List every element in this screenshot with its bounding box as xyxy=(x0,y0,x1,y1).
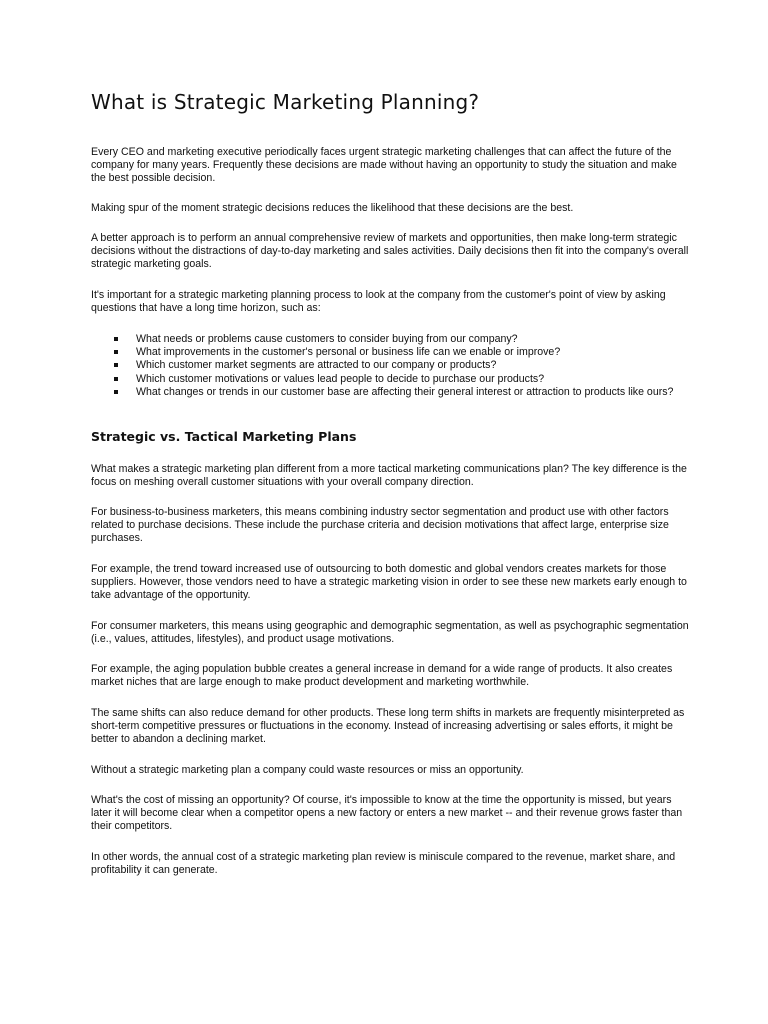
paragraph: Making spur of the moment strategic decisions reduces the likelihood that these decisions are the best. xyxy=(91,202,574,214)
paragraph: What makes a strategic marketing plan different from a more tactical marketing communications plan? The key difference is the focus on meshing overall customer situations with your overall company direction. xyxy=(91,463,687,489)
list-item-text: Which customer market segments are attracted to our company or products? xyxy=(136,359,497,372)
list-item-text: What changes or trends in our customer base are affecting their general interest or attraction to products like ours? xyxy=(136,385,674,398)
paragraph: For example, the trend toward increased use of outsourcing to both domestic and global vendors creates markets for those suppliers. However, those vendors need to have a strategic marketing vision in order to see these new markets early enough to take advantage of the opportunity. xyxy=(91,563,687,602)
list-item-text: What needs or problems cause customers to consider buying from our company? xyxy=(136,333,518,345)
question-list xyxy=(91,333,691,399)
paragraph: What's the cost of missing an opportunity? Of course, it's impossible to know at the time the opportunity is missed, but years later it will become clear when a competitor opens a new factory or enters a new market -- and their revenue grows faster than their competitors. xyxy=(91,794,683,833)
paragraph: For example, the aging population bubble creates a general increase in demand for a wide range of products. It also creates market niches that are large enough to make product development and marketing worthwhile. xyxy=(91,663,673,689)
section-heading: Strategic vs. Tactical Marketing Plans xyxy=(91,429,357,444)
square-bullet-icon xyxy=(114,337,118,341)
square-bullet-icon xyxy=(114,390,118,394)
paragraph: Every CEO and marketing executive periodically faces urgent strategic marketing challenges that can affect the future of the company for many years. Frequently these decisions are made without having an opportunity to study the situation and make the best possible decision. xyxy=(91,146,677,185)
list-item-text: Which customer motivations or values lead people to decide to purchase our products? xyxy=(136,372,545,385)
list-item xyxy=(91,359,691,372)
list-item xyxy=(91,346,691,359)
paragraph: The same shifts can also reduce demand for other products. These long term shifts in markets are frequently misinterpreted as short-term competitive pressures or fluctuations in the economy. Instead of increasing advertising or sales efforts, it might be better to abandon a declining market. xyxy=(91,707,685,746)
list-item-text: What improvements in the customer's personal or business life can we enable or improve? xyxy=(136,346,561,359)
paragraph: For consumer marketers, this means using geographic and demographic segmentation, as well as psychographic segmentation (i.e., values, attitudes, lifestyles), and product usage motivations. xyxy=(91,620,689,646)
page-title: What is Strategic Marketing Planning? xyxy=(91,90,480,114)
list-item xyxy=(91,373,691,386)
paragraph: In other words, the annual cost of a strategic marketing plan review is miniscule compared to the revenue, market share, and profitability it can generate. xyxy=(91,851,676,877)
paragraph: It's important for a strategic marketing planning process to look at the company from the customer's point of view by asking questions that have a long time horizon, such as: xyxy=(91,289,666,315)
square-bullet-icon xyxy=(114,350,118,354)
paragraph: A better approach is to perform an annual comprehensive review of markets and opportunities, then make long-term strategic decisions without the distractions of day-to-day marketing and sales activities. Daily decisions then fit into the company's overall strategic marketing goals. xyxy=(91,232,689,271)
list-item xyxy=(91,333,691,346)
paragraph: For business-to-business marketers, this means combining industry sector segmentation and product use with other factors related to purchase decisions. These include the purchase criteria and decision motivations that affect large, enterprise size purchases. xyxy=(91,506,669,545)
square-bullet-icon xyxy=(114,377,118,381)
square-bullet-icon xyxy=(114,363,118,367)
paragraph: Without a strategic marketing plan a company could waste resources or miss an opportunity. xyxy=(91,764,524,776)
list-item xyxy=(91,386,691,399)
